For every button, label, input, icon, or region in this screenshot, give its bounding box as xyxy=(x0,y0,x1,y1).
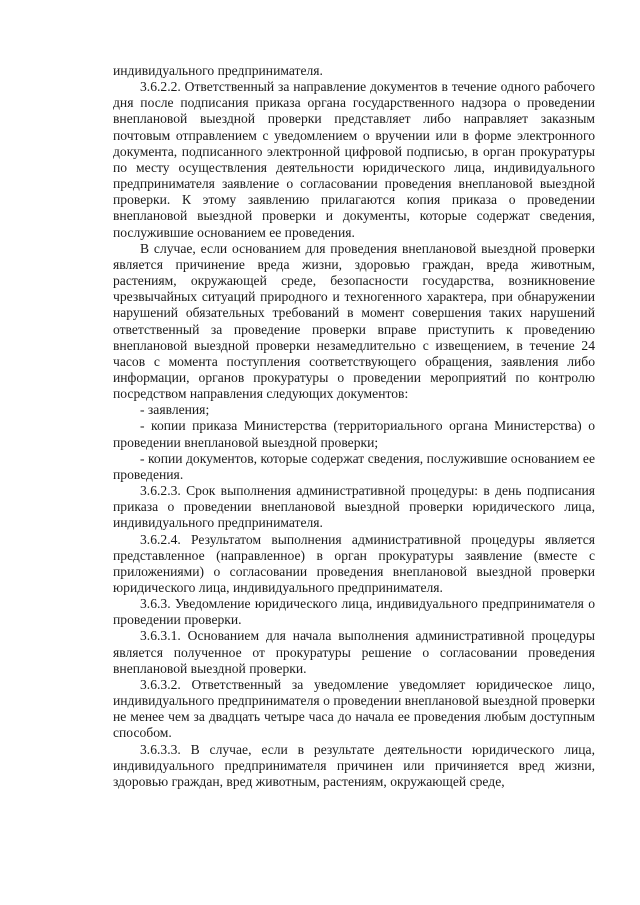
paragraph-urgent-case: В случае, если основанием для проведения внеплановой выездной проверки является причинение вреда жизни, здоровью граждан, вреда животным, растениям, окружающей среде, безопасности государства, возникновение чрезвычайных ситуаций природного и техногенного характера, при обнаружении нарушений обязательных требований в момент совершения таких нарушений ответственный за проведение проверки вправе приступить к проведению внеплановой выездной проверки незамедлительно с извещением, в течение 24 часов с момента поступления соответствующего обращения, заявления либо информации, органов прокуратуры о проведении мероприятий по контролю посредством направления следующих документов: xyxy=(113,240,595,402)
list-item-order-copy: - копии приказа Министерства (территориального органа Министерства) о проведении внеплановой выездной проверки; xyxy=(113,418,595,450)
paragraph-continuation: индивидуального предпринимателя. xyxy=(113,63,323,78)
paragraph-3-6-3-3: 3.6.3.3. В случае, если в результате деятельности юридического лица, индивидуального предпринимателя причинен или причиняется вред жизни, здоровью граждан, вред животным, растениям, окружающей среде, xyxy=(113,741,595,789)
paragraph-3-6-3-1: 3.6.3.1. Основанием для начала выполнения административной процедуры является полученное от прокуратуры решение о согласовании проведения внеплановой выездной проверки. xyxy=(113,628,595,676)
document-body xyxy=(113,63,595,790)
list-item-application: - заявления; xyxy=(140,402,210,418)
paragraph-3-6-2-2: 3.6.2.2. Ответственный за направление документов в течение одного рабочего дня после подписания приказа органа государственного надзора о проведении внеплановой выездной проверки представляет либо направляет заказным почтовым отправлением с уведомлением о вручении или в форме электронного документа, подписанного электронной цифровой подписью, в орган прокуратуры по месту осуществления деятельности юридического лица, индивидуального предпринимателя заявление о согласовании проведения внеплановой выездной проверки. К этому заявлению прилагаются копия приказа о проведении внеплановой выездной проверки и документы, которые содержат сведения, послужившие основанием ее проведения. xyxy=(113,79,595,240)
paragraph-3-6-2-4: 3.6.2.4. Результатом выполнения административной процедуры является представленное (направленное) в орган прокуратуры заявление (вместе с приложениями) о согласовании проведения внеплановой выездной проверки юридического лица, индивидуального предпринимателя. xyxy=(113,531,595,595)
paragraph-3-6-3-2: 3.6.3.2. Ответственный за уведомление уведомляет юридическое лицо, индивидуального предпринимателя о проведении внеплановой выездной проверки не менее чем за двадцать четыре часа до начала ее проведения любым доступным способом. xyxy=(113,676,595,741)
paragraph-3-6-2-3: 3.6.2.3. Срок выполнения административной процедуры: в день подписания приказа о проведении внеплановой выездной проверки юридического лица, индивидуального предпринимателя. xyxy=(113,483,595,531)
paragraph-3-6-3: 3.6.3. Уведомление юридического лица, индивидуального предпринимателя о проведении проверки. xyxy=(113,596,595,628)
list-item-documents-copy: - копии документов, которые содержат сведения, послужившие основанием ее проведения. xyxy=(113,450,595,482)
